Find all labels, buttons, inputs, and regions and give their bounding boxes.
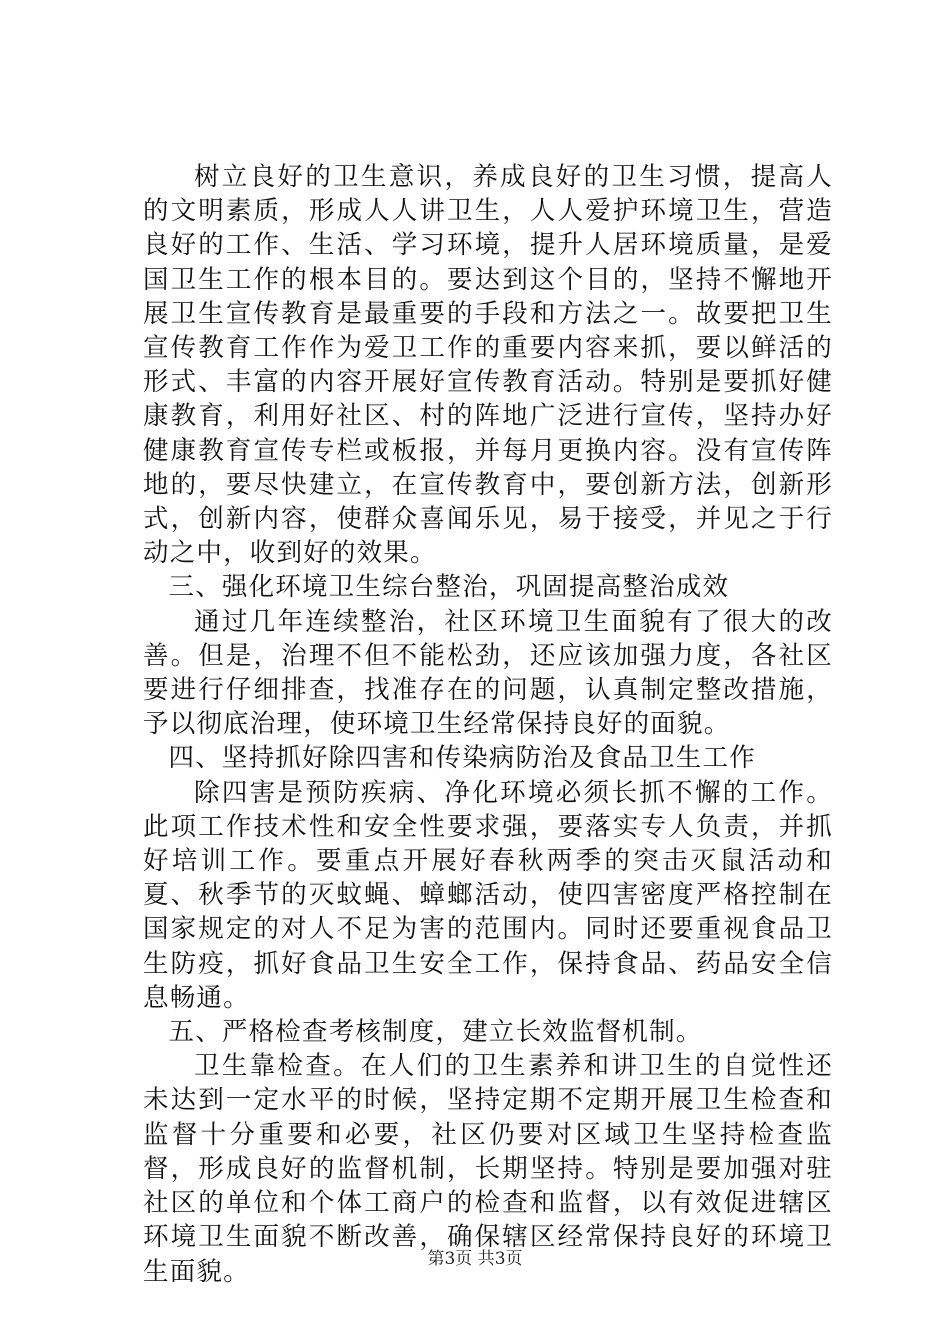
paragraph-inspection: 卫生靠检查。在人们的卫生素养和讲卫生的自觉性还未达到一定水平的时候，坚持定期不定期开展卫生检查和监督十分重要和必要，社区仍要对区域卫生坚持检查监督，形成良好的监督机制，长期坚持。特别是要加强对驻社区的单位和个体工商户的检查和监督，以有效促进辖区环境卫生面貌不断改善，确保辖区经常保持良好的环境卫生面貌。: [143, 1051, 833, 1287]
paragraph-health-education: 树立良好的卫生意识，养成良好的卫生习惯，提高人的文明素质，形成人人讲卫生，人人爱护环境卫生，营造良好的工作、生活、学习环境，提升人居环境质量，是爱国卫生工作的根本目的。要达到这个目的，坚持不懈地开展卫生宣传教育是最重要的手段和方法之一。故要把卫生宣传教育工作作为爱卫工作的重要内容来抓，要以鲜活的形式、丰富的内容开展好宣传教育活动。特别是要抓好健康教育，利用好社区、村的阵地广泛进行宣传，坚持办好健康教育宣传专栏或板报，并每月更换内容。没有宣传阵地的，要尽快建立，在宣传教育中，要创新方法，创新形式，创新内容，使群众喜闻乐见，易于接受，并见之于行动之中，收到好的效果。: [143, 162, 833, 569]
paragraph-environment-rectification: 通过几年连续整治，社区环境卫生面貌有了很大的改善。但是，治理不但不能松劲，还应该加强力度，各社区要进行仔细排查，找准存在的问题，认真制定整改措施，予以彻底治理，使环境卫生经常保持良好的面貌。: [143, 606, 833, 740]
section-heading-three: 三、强化环境卫生综台整治，巩固提高整治成效: [168, 572, 730, 603]
document-body: [143, 160, 833, 1289]
section-heading-five: 五、严格检查考核制度，建立长效监督机制。: [168, 1017, 703, 1048]
page-number-footer: 第3页 共3页: [427, 1249, 523, 1269]
section-heading-four: 四、坚持抓好除四害和传染病防治及食品卫生工作: [168, 743, 756, 774]
paragraph-pest-control: 除四害是预防疾病、净化环境必须长抓不懈的工作。此项工作技术性和安全性要求强，要落实专人负责，并抓好培训工作。要重点开展好春秋两季的突击灭鼠活动和夏、秋季节的灭蚊蝇、蟑螂活动，使四害密度严格控制在国家规定的对人不足为害的范围内。同时还要重视食品卫生防疫，抓好食品卫生安全工作，保持食品、药品安全信息畅通。: [143, 777, 833, 1013]
